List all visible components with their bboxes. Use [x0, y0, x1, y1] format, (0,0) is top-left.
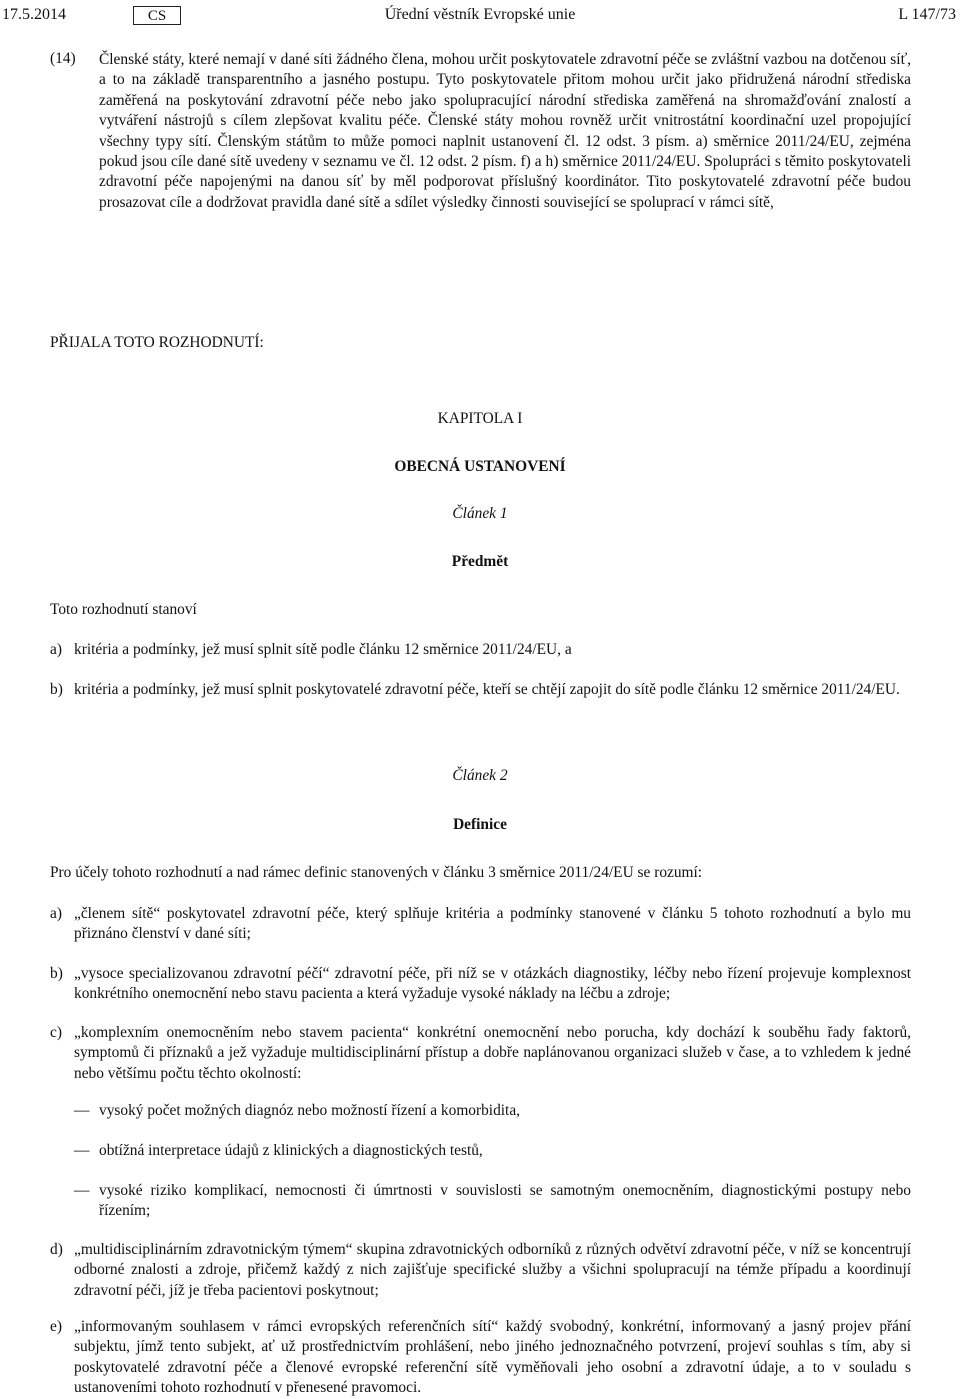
article-2-intro: Pro účely tohoto rozhodnutí a nad rámec definic stanovených v článku 3 směrnice 2011/24/EU se rozumí:: [50, 864, 703, 881]
language-badge: CS: [133, 6, 181, 25]
recital-number: (14): [50, 50, 76, 67]
definition-a: „členem sítě“ poskytovatel zdravotní péče, který splňuje kritéria a podmínky stanovené v článku 5 tohoto rozhodnutí a bylo mu přiznáno členství v dané síti;: [74, 905, 911, 943]
dash-mark: —: [74, 1142, 90, 1159]
adoption-formula: PŘIJALA TOTO ROZHODNUTÍ:: [50, 334, 264, 351]
item-letter: d): [50, 1241, 63, 1258]
article-1-label: Článek 1: [452, 505, 508, 522]
item-letter: a): [50, 905, 62, 922]
dash-mark: —: [74, 1182, 90, 1199]
dash-mark: —: [74, 1102, 90, 1119]
recital-text: Členské státy, které nemají v dané síti žádného člena, mohou určit poskytovatele zdravotní péče se zvláštní vazbou na dotčenou síť, a to na základě transparentního a jasného postupu. Tyto poskytovatele přitom mohou určit jako přidružená národní střediska zaměřená na poskytování zdravotní péče nebo jako spolupracující národní střediska zaměřená na shromažďování znalostí a vytváření nástrojů s cílem zlepšovat kvalitu péče. Členské státy mohou rovněž určit vnitrostátní koordinační uzel propojující všechny typy sítí. Členským státům to může pomoci naplnit ustanovení čl. 12 odst. 3 písm. a) směrnice 2011/24/EU, zejména pokud jsou cíle dané sítě uvedeny v seznamu ve čl. 12 odst. 2 písm. f) a h) směrnice 2011/24/EU. Spolupráci s těmito poskytovateli zdravotní péče napojenými na danou síť by měl podporovat příslušný koordinátor. Tito poskytovatelé zdravotní péče budou prosazovat cíle a dodržovat pravidla dané sítě a sdílet výsledky činnosti související se spoluprací v rámci sítě,: [99, 51, 911, 211]
chapter-title: OBECNÁ USTANOVENÍ: [394, 458, 566, 475]
article-1-title: Předmět: [451, 553, 509, 570]
item-letter: e): [50, 1318, 62, 1335]
item-letter: b): [50, 681, 63, 698]
article-1-item-a: kritéria a podmínky, jež musí splnit sítě podle článku 12 směrnice 2011/24/EU, a: [74, 641, 572, 658]
article-2-title: Definice: [453, 816, 507, 833]
article-1-intro: Toto rozhodnutí stanoví: [50, 601, 197, 618]
article-2-label: Článek 2: [452, 767, 508, 784]
definition-d: „multidisciplinárním zdravotnickým týmem“ skupina zdravotnických odborníků z různých odvětví zdravotní péče, v níž se koncentrují odborné znalosti a zdroje, přičemž každý z nich zajišťuje specifické služby a všichni spolupracují na témže případu a koordinují zdravotní péči, jíž je třeba pacientovi poskytnout;: [74, 1241, 911, 1299]
article-1-item-b: kritéria a podmínky, jež musí splnit poskytovatelé zdravotní péče, kteří se chtějí zapojit do sítě podle článku 12 směrnice 2011/24/EU.: [74, 681, 900, 698]
item-letter: c): [50, 1024, 62, 1041]
page-reference: L 147/73: [898, 6, 956, 23]
journal-title: Úřední věstník Evropské unie: [384, 6, 576, 23]
definition-b: „vysoce specializovanou zdravotní péčí“ zdravotní péče, při níž se v otázkách diagnostiky, léčby nebo řízení projevuje komplexnost konkrétního onemocnění nebo stavu pacienta a která vyžaduje vysoké náklady na léčbu a zdroje;: [74, 965, 911, 1003]
definition-c-circumstance: vysoké riziko komplikací, nemocnosti či úmrtnosti v souvislosti se samotným onemocněním, diagnostickými postupy nebo řízením;: [99, 1182, 911, 1220]
definition-c-circumstance: vysoký počet možných diagnóz nebo možností řízení a komorbidita,: [99, 1102, 521, 1119]
definition-e: „informovaným souhlasem v rámci evropských referenčních sítí“ každý svobodný, konkrétní, informovaný a jasný projev přání subjektu, jímž tento subjekt, ať už prostřednictvím prohlášení, nebo jiného jednoznačného potvrzení, projeví souhlas s tím, aby si poskytovatelé zdravotní péče a členové evropské referenční sítě vyměňovali jeho osobní a zdravotní údaje, a to v souladu s ustanoveními tohoto rozhodnutí v přenesené pravomoci.: [74, 1318, 911, 1397]
publication-date: 17.5.2014: [2, 6, 66, 23]
chapter-label: KAPITOLA I: [437, 410, 523, 427]
page-header: [0, 4, 960, 28]
item-letter: b): [50, 965, 63, 982]
item-letter: a): [50, 641, 62, 658]
definition-c-circumstance: obtížná interpretace údajů z klinických a diagnostických testů,: [99, 1142, 483, 1159]
definition-c: „komplexním onemocněním nebo stavem pacienta“ konkrétní onemocnění nebo porucha, kdy dochází k souběhu řady faktorů, symptomů či příznaků a jež vyžaduje multidisciplinární přístup a dobře naplánovanou organizaci služeb v čase, a to vzhledem k jedné nebo většímu počtu těchto okolností:: [74, 1024, 911, 1082]
